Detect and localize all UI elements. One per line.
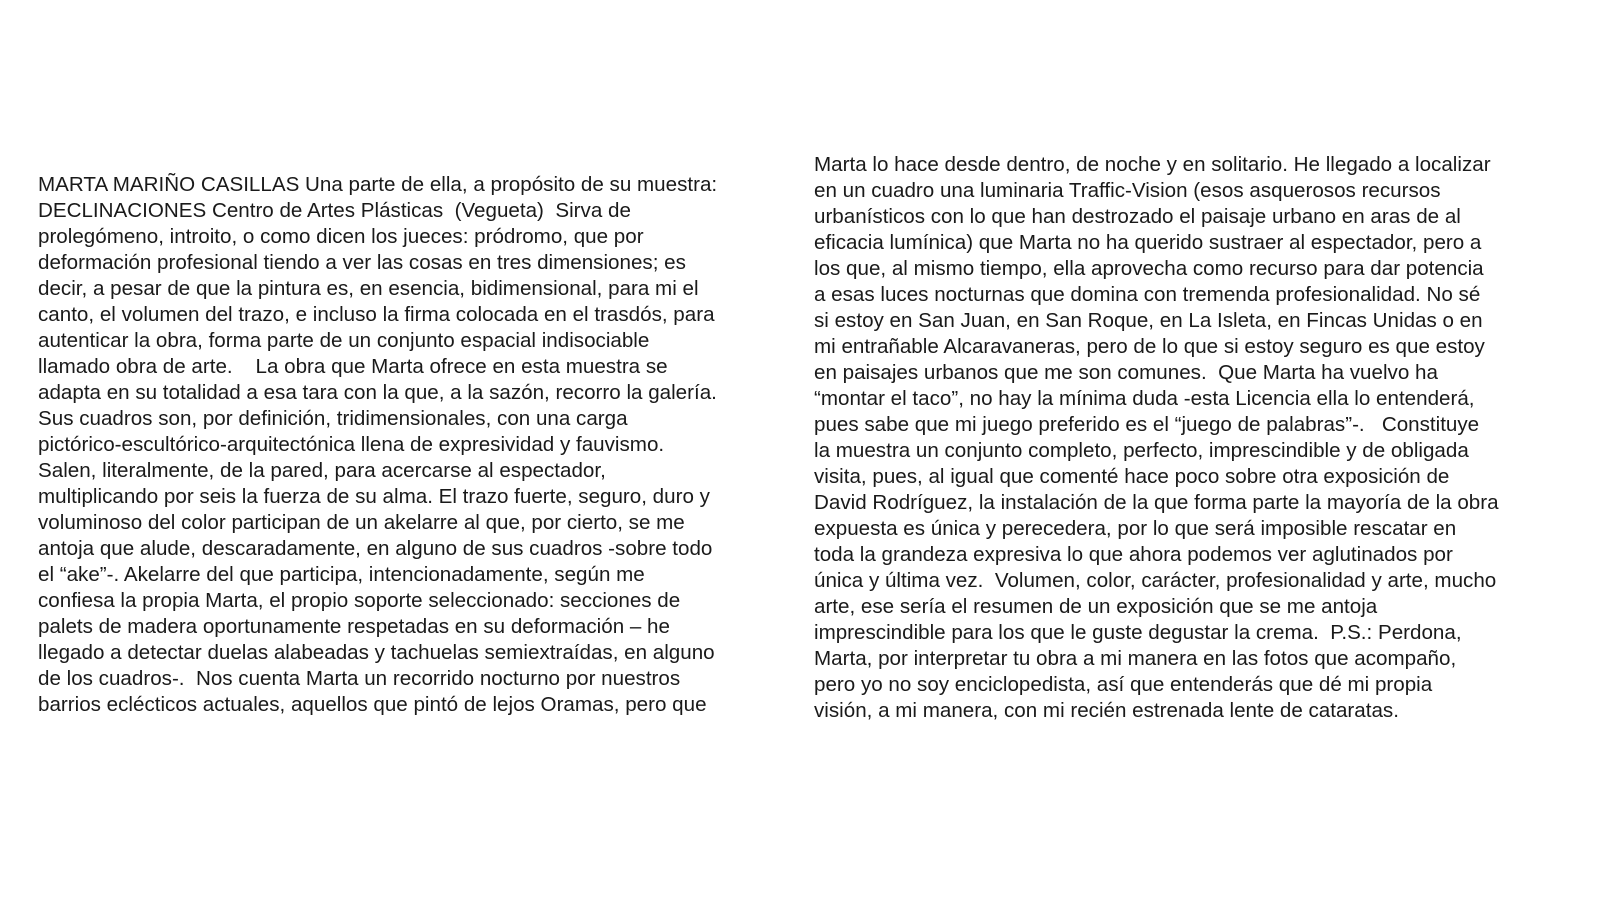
text-line: el “ake”-. Akelarre del que participa, intencionadamente, según me [38, 563, 645, 586]
text-line: de los cuadros-. Nos cuenta Marta un recorrido nocturno por nuestros [38, 667, 681, 690]
text-line: Salen, literalmente, de la pared, para acercarse al espectador, [38, 459, 606, 482]
text-line: urbanísticos con lo que han destrozado el paisaje urbano en aras de al [814, 205, 1461, 228]
text-line: David Rodríguez, la instalación de la que forma parte la mayoría de la obra [814, 491, 1499, 514]
text-line: antoja que alude, descaradamente, en alguno de sus cuadros -sobre todo [38, 537, 713, 560]
text-line: pues sabe que mi juego preferido es el “juego de palabras”-. Constituye [814, 413, 1480, 436]
text-line: multiplicando por seis la fuerza de su alma. El trazo fuerte, seguro, duro y [38, 485, 710, 508]
text-line: visión, a mi manera, con mi recién estrenada lente de cataratas. [814, 699, 1399, 722]
text-line: mi entrañable Alcaravaneras, pero de lo que si estoy seguro es que estoy [814, 335, 1485, 358]
text-line: barrios eclécticos actuales, aquellos que pintó de lejos Oramas, pero que [38, 693, 707, 716]
text-line: “montar el taco”, no hay la mínima duda -esta Licencia ella lo entenderá, [814, 387, 1475, 410]
text-line: toda la grandeza expresiva lo que ahora podemos ver aglutinados por [814, 543, 1453, 566]
text-line: pero yo no soy enciclopedista, así que entenderás que dé mi propia [814, 673, 1433, 696]
text-line: deformación profesional tiendo a ver las cosas en tres dimensiones; es [38, 251, 686, 274]
text-line: eficacia lumínica) que Marta no ha querido sustraer al espectador, pero a [814, 231, 1482, 254]
article-column-right [814, 152, 1574, 724]
text-line: expuesta es única y perecedera, por lo que será imposible rescatar en [814, 517, 1457, 540]
text-line: pictórico-escultórico-arquitectónica llena de expresividad y fauvismo. [38, 433, 665, 456]
text-line: Marta lo hace desde dentro, de noche y en solitario. He llegado a localizar [814, 153, 1491, 176]
text-line: llegado a detectar duelas alabeadas y tachuelas semiextraídas, en alguno [38, 641, 715, 664]
text-line: canto, el volumen del trazo, e incluso la firma colocada en el trasdós, para [38, 303, 715, 326]
text-line: DECLINACIONES Centro de Artes Plásticas (Vegueta) Sirva de [38, 199, 631, 222]
text-line: decir, a pesar de que la pintura es, en esencia, bidimensional, para mi el [38, 277, 699, 300]
article-column-left [38, 172, 798, 718]
text-line: confiesa la propia Marta, el propio soporte seleccionado: secciones de [38, 589, 681, 612]
text-line: palets de madera oportunamente respetadas en su deformación – he [38, 615, 670, 638]
text-line: voluminoso del color participan de un akelarre al que, por cierto, se me [38, 511, 685, 534]
text-line: en un cuadro una luminaria Traffic-Vision (esos asquerosos recursos [814, 179, 1441, 202]
text-line: la muestra un conjunto completo, perfecto, imprescindible y de obligada [814, 439, 1469, 462]
text-line: visita, pues, al igual que comenté hace poco sobre otra exposición de [814, 465, 1450, 488]
text-line: autenticar la obra, forma parte de un conjunto espacial indisociable [38, 329, 650, 352]
text-line: arte, ese sería el resumen de un exposición que se me antoja [814, 595, 1378, 618]
text-line: prolegómeno, introito, o como dicen los jueces: pródromo, que por [38, 225, 644, 248]
text-line: única y última vez. Volumen, color, carácter, profesionalidad y arte, mucho [814, 569, 1497, 592]
text-line: los que, al mismo tiempo, ella aprovecha como recurso para dar potencia [814, 257, 1484, 280]
text-line: MARTA MARIÑO CASILLAS Una parte de ella, a propósito de su muestra: [38, 173, 718, 196]
text-line: a esas luces nocturnas que domina con tremenda profesionalidad. No sé [814, 283, 1481, 306]
text-line: Sus cuadros son, por definición, tridimensionales, con una carga [38, 407, 628, 430]
text-line: adapta en su totalidad a esa tara con la que, a la sazón, recorro la galería. [38, 381, 717, 404]
text-line: en paisajes urbanos que me son comunes. Que Marta ha vuelvo ha [814, 361, 1438, 384]
text-line: imprescindible para los que le guste degustar la crema. P.S.: Perdona, [814, 621, 1462, 644]
text-line: si estoy en San Juan, en San Roque, en La Isleta, en Fincas Unidas o en [814, 309, 1483, 332]
text-line: llamado obra de arte. La obra que Marta ofrece en esta muestra se [38, 355, 668, 378]
text-line: Marta, por interpretar tu obra a mi manera en las fotos que acompaño, [814, 647, 1457, 670]
